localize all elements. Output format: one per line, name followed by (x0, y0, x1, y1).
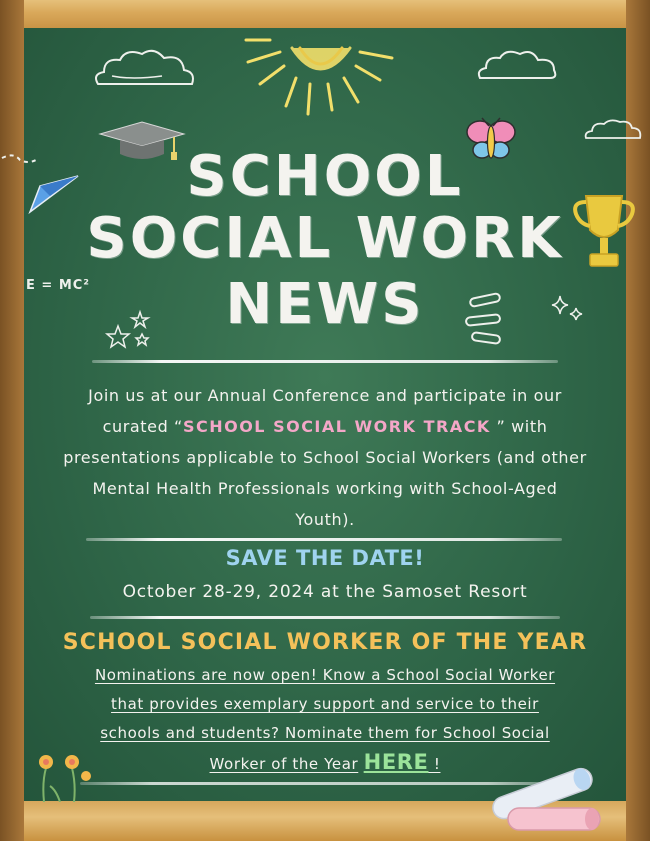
award-heading: SCHOOL SOCIAL WORKER OF THE YEAR (62, 630, 588, 655)
nomination-suffix: ! (428, 755, 441, 773)
title-line-1: SCHOOL (186, 144, 464, 209)
save-the-date-heading: SAVE THE DATE! (225, 546, 425, 570)
divider-line (86, 538, 562, 541)
flowers-icon (26, 746, 106, 802)
divider-line (92, 360, 558, 363)
title-line-3: NEWS (225, 272, 425, 337)
cloud-icon (92, 46, 200, 90)
equation-text: E = MC² (26, 278, 90, 293)
intro-text-after: ” with presentations applicable to School Social Workers (and other Mental Health Professionals working with School-Aged Youth). (63, 417, 587, 529)
cloud-icon (584, 118, 644, 142)
intro-text-before: Join us at our Annual Conference and participate in our curated “ (88, 386, 562, 436)
nominate-here-link[interactable]: HERE (363, 750, 429, 774)
sun-icon (240, 18, 400, 118)
chalk-icon (484, 762, 604, 836)
title-line-2: SOCIAL WORK (86, 206, 564, 271)
divider-line (90, 616, 560, 619)
cloud-icon (476, 48, 558, 82)
track-highlight: SCHOOL SOCIAL WORK TRACK (182, 417, 491, 436)
intro-paragraph (60, 380, 590, 535)
frame-left (0, 0, 24, 841)
event-date-text: October 28-29, 2024 at the Samoset Resort (122, 582, 528, 602)
nomination-text: Nominations are now open! Know a School Social Worker that provides exemplary support and service to their schools and students? Nominate them for School Social Worker of the Year (94, 666, 556, 773)
